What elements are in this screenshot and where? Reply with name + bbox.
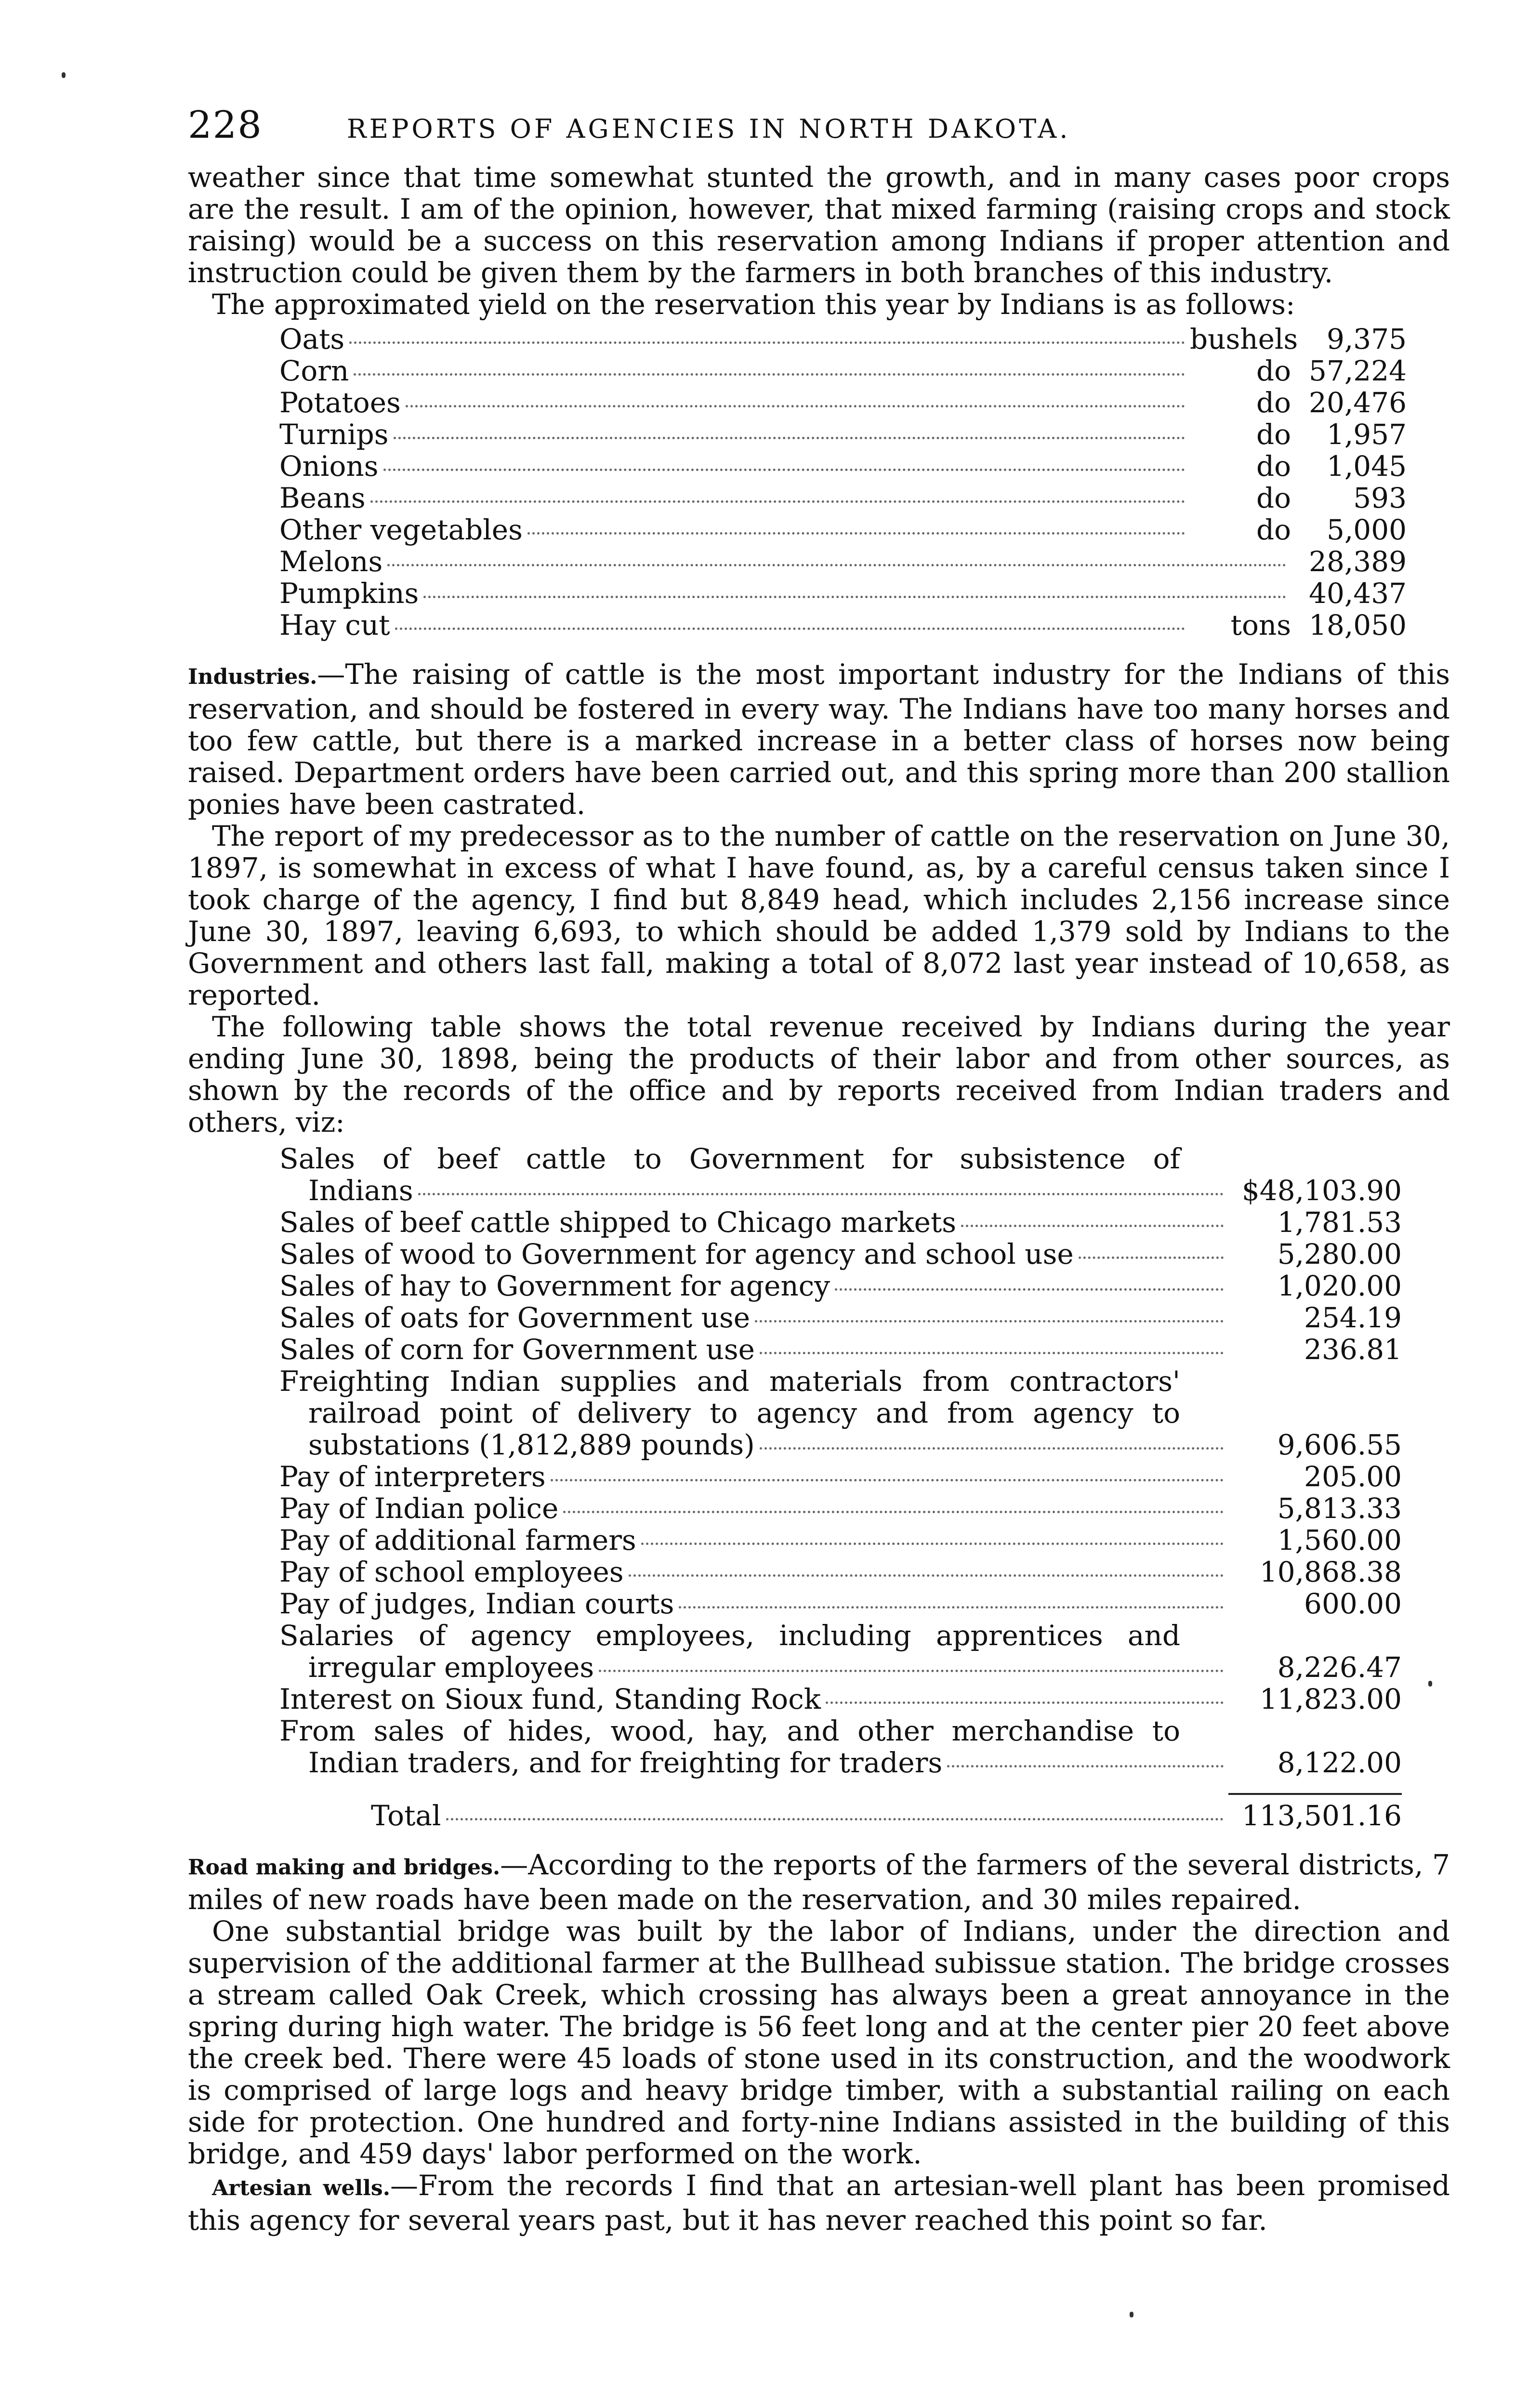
yield-row: Melons 28,389 <box>279 545 1407 578</box>
revenue-row: Pay of interpreters 205.00 <box>279 1460 1402 1493</box>
revenue-row: Sales of beef cattle shipped to Chicago markets 1,781.53 <box>279 1206 1402 1239</box>
revenue-row: Pay of judges, Indian courts 600.00 <box>279 1587 1402 1620</box>
revenue-total-row <box>279 1800 1402 1832</box>
revenue-row: Pay of Indian police 5,813.33 <box>279 1492 1402 1525</box>
paragraph-yield-intro: The approximated yield on the reservation this year by Indians is as follows: <box>212 288 1295 321</box>
document-page <box>188 104 1450 2236</box>
yield-list <box>279 323 1407 641</box>
scan-speck <box>62 72 66 78</box>
revenue-row: Salaries of agency employees, including apprentices and irregular employees 8,226.47 <box>279 1619 1402 1684</box>
revenue-row: Sales of beef cattle to Government for subsistence of Indians $48,103.90 <box>279 1142 1402 1207</box>
page-header <box>188 104 1450 161</box>
paragraph-revenue-intro: The following table shows the total revenue received by Indians during the year ending June 30, 1898, being the products of their labor and from other sources, as shown by the records of the office and by reports received from Indian traders and others, viz: <box>188 1010 1450 1139</box>
running-title: REPORTS OF AGENCIES IN NORTH DAKOTA. <box>347 114 1071 144</box>
revenue-table <box>279 1143 1402 1832</box>
yield-row: Potatoes do 20,476 <box>279 386 1407 419</box>
revenue-row: Sales of wood to Government for agency and school use 5,280.00 <box>279 1238 1402 1270</box>
paragraph-cattle-census: The report of my predecessor as to the number of cattle on the reservation on June 30, 1897, is somewhat in excess of what I have found, as, by a careful census taken since I took charge of the agency, I find but 8,849 head, which includes 2,156 increase since June 30, 1897, leaving 6,693, to which should be added 1,379 sold by Indians to the Government and others last fall, making a total of 8,072 last year instead of 10,658, as reported. <box>188 820 1450 1011</box>
yield-row: Oats bushels 9,375 <box>279 323 1407 355</box>
yield-row: Beans do 593 <box>279 482 1407 514</box>
yield-row: Pumpkins 40,437 <box>279 577 1407 610</box>
yield-row: Turnips do 1,957 <box>279 418 1407 451</box>
paragraph-bridge: One substantial bridge was built by the labor of Indians, under the direction and supervision of the additional farmer at the Bullhead subissue station. The bridge crosses a stream called Oak Creek, which crossing has always been a great annoyance in the spring during high water. The bridge is 56 feet long and at the center pier 20 feet above the creek bed. There were 45 loads of stone used in its construction, and the woodwork is comprised of large logs and heavy bridge timber, with a substantial railing on each side for protection. One hundred and forty-nine Indians assisted in the building of this bridge, and 459 days' labor performed on the work. <box>188 1915 1450 2170</box>
revenue-row: Pay of additional farmers 1,560.00 <box>279 1524 1402 1557</box>
page-number: 228 <box>188 104 263 147</box>
paragraph-crops: weather since that time somewhat stunted the growth, and in many cases poor crops are the result. I am of the opinion, however, that mixed farming (raising crops and stock raising) would be a success on this reservation among Indians if proper attention and instruction could be given them by the farmers in both branches of this industry. <box>188 161 1450 289</box>
scan-speck <box>1130 2312 1133 2317</box>
revenue-row: From sales of hides, wood, hay, and other merchandise to Indian traders, and for freighting for traders 8,122.00 <box>279 1714 1402 1779</box>
total-amount: 113,501.16 <box>1241 1799 1402 1832</box>
section-heading-industries: Industries. <box>188 665 317 689</box>
revenue-row: Sales of corn for Government use 236.81 <box>279 1333 1402 1366</box>
section-heading-road-making: Road making and bridges. <box>188 1855 501 1880</box>
scan-speck <box>1428 1681 1432 1687</box>
revenue-row: Pay of school employees 10,868.38 <box>279 1556 1402 1588</box>
paragraph-road-making: Road making and bridges.—According to the reports of the farmers of the several districts, 7 miles of new roads have been made on the reservation, and 30 miles repaired. <box>188 1848 1450 1916</box>
yield-row: Other vegetables do 5,000 <box>279 513 1407 546</box>
yield-row: Hay cut tons 18,050 <box>279 609 1407 641</box>
yield-row: Corn do 57,224 <box>279 354 1407 387</box>
paragraph-industries: Industries.—The raising of cattle is the most important industry for the Indians of this reservation, and should be fostered in every way. The Indians have too many horses and too few cattle, but there is a marked increase in a better class of horses now being raised. Department orders have been carried out, and this spring more than 200 stallion ponies have been castrated. <box>188 658 1450 821</box>
paragraph-artesian-wells: Artesian wells.—From the records I find that an artesian-well plant has been promised this agency for several years past, but it has never reached this point so far. <box>188 2169 1450 2237</box>
section-heading-artesian-wells: Artesian wells. <box>212 2176 391 2200</box>
total-label: Total <box>371 1799 441 1832</box>
revenue-row: Interest on Sioux fund, Standing Rock 11,823.00 <box>279 1683 1402 1715</box>
yield-row: Onions do 1,045 <box>279 450 1407 483</box>
revenue-row: Freighting Indian supplies and materials from contractors' railroad point of delivery to agency and from agency to substations (1,812,889 pounds) 9,606.55 <box>279 1365 1402 1461</box>
revenue-row: Sales of oats for Government use 254.19 <box>279 1301 1402 1334</box>
revenue-row: Sales of hay to Government for agency 1,020.00 <box>279 1269 1402 1302</box>
total-rule <box>1228 1793 1402 1795</box>
